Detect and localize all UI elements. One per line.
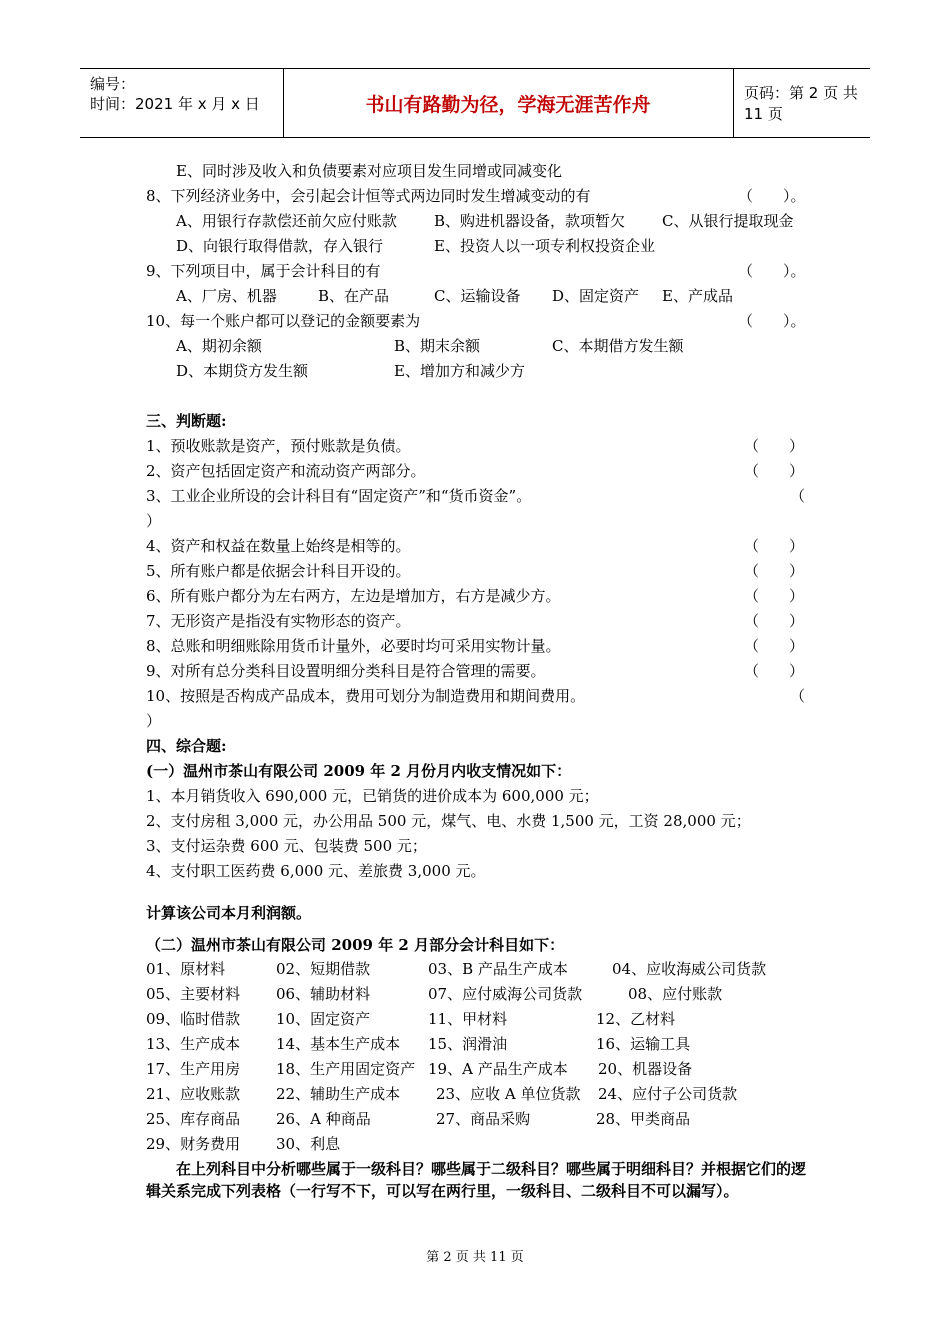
- judge-paren-10-close: ）: [146, 712, 162, 730]
- judge-paren-10-open: （: [790, 687, 806, 705]
- q10-option-c: C、本期借方发生额: [552, 337, 684, 355]
- account-item: 13、生产成本: [146, 1035, 241, 1053]
- q8-stem: 8、下列经济业务中，会引起会计恒等式两边同时发生增减变动的有: [146, 187, 591, 205]
- q9-stem: 9、下列项目中，属于会计科目的有: [146, 262, 381, 280]
- q9-option-b: B、在产品: [318, 287, 390, 305]
- q10-option-d: D、本期贷方发生额: [176, 362, 309, 380]
- account-item: 27、商品采购: [436, 1110, 531, 1128]
- header-motto: 书山有路勤为径，学海无涯苦作舟: [365, 93, 651, 116]
- judge-paren-9: （ ）: [744, 662, 805, 680]
- q10-stem: 10、每一个账户都可以登记的金额要素为: [146, 312, 421, 330]
- q9-option-e: E、产成品: [662, 287, 733, 305]
- account-item: 30、利息: [276, 1135, 341, 1153]
- q9-option-d: D、固定资产: [552, 287, 640, 305]
- judge-item-1: 1、预收账款是资产，预付账款是负债。: [146, 437, 411, 455]
- header-motto-cell: [283, 69, 734, 137]
- account-item: 02、短期借款: [276, 960, 371, 978]
- q10-option-e: E、增加方和减少方: [394, 362, 525, 380]
- page-footer: 第 2 页 共 11 页: [426, 1250, 524, 1265]
- account-item: 15、润滑油: [428, 1035, 508, 1053]
- comp-line-3: 3、支付运杂费 600 元、包装费 500 元；: [146, 837, 427, 855]
- account-item: 26、A 种商品: [276, 1110, 371, 1128]
- account-item: 03、B 产品生产成本: [428, 960, 568, 978]
- account-item: 23、应收 A 单位货款: [436, 1085, 581, 1103]
- account-item: 06、辅助材料: [276, 985, 371, 1003]
- judge-paren-8: （ ）: [744, 637, 805, 655]
- judge-paren-6: （ ）: [744, 587, 805, 605]
- account-item: 22、辅助生产成本: [276, 1085, 401, 1103]
- q10-option-b: B、期末余额: [394, 337, 481, 355]
- judge-item-5: 5、所有账户都是依据会计科目开设的。: [146, 562, 411, 580]
- account-item: 09、临时借款: [146, 1010, 241, 1028]
- account-item: 18、生产用固定资产: [276, 1060, 416, 1078]
- judge-paren-5: （ ）: [744, 562, 805, 580]
- account-item: 04、应收海威公司货款: [612, 960, 767, 978]
- comp-line-2: 2、支付房租 3,000 元，办公用品 500 元，煤气、电、水费 1,500 元，工资 28,000 元；: [146, 812, 751, 830]
- account-item: 19、A 产品生产成本: [428, 1060, 568, 1078]
- judge-item-8: 8、总账和明细账除用货币计量外，必要时均可采用实物计量。: [146, 637, 561, 655]
- header-page-cell: [734, 69, 870, 137]
- q9-option-a: A、厂房、机器: [176, 287, 277, 305]
- judge-item-6: 6、所有账户都分为左右两方，左边是增加方，右方是减少方。: [146, 587, 561, 605]
- account-item: 11、甲材料: [428, 1010, 508, 1028]
- judge-paren-7: （ ）: [744, 612, 805, 630]
- account-item: 20、机器设备: [598, 1060, 693, 1078]
- judge-paren-1: （ ）: [744, 437, 805, 455]
- judge-section-title: 三、判断题:: [146, 412, 227, 430]
- account-item: 16、运输工具: [596, 1035, 691, 1053]
- account-item: 25、库存商品: [146, 1110, 241, 1128]
- q10-option-a: A、期初余额: [176, 337, 262, 355]
- header-page-code: 页码：第 2 页 共 11 页: [744, 84, 858, 123]
- judge-item-7: 7、无形资产是指没有实物形态的资产。: [146, 612, 411, 630]
- comp-final-instruction: 在上列科目中分析哪些属于一级科目？哪些属于二级科目？哪些属于明细科目？并根据它们的逻辑关系完成下列表格（一行写不下，可以写在两行里，一级科目、二级科目不可以漏写）。: [146, 1160, 807, 1200]
- comp-calc-instruction: 计算该公司本月利润额。: [146, 904, 312, 922]
- q10-answer-bracket: （ ）。: [738, 312, 806, 330]
- account-item: 14、基本生产成本: [276, 1035, 401, 1053]
- doc-time-label: 时间：2021 年 x 月 x 日: [90, 95, 260, 113]
- account-item: 10、固定资产: [276, 1010, 371, 1028]
- q8-option-b: B、购进机器设备，款项暂欠: [434, 212, 626, 230]
- account-item: 08、应付账款: [628, 985, 723, 1003]
- q8-option-d: D、向银行取得借款，存入银行: [176, 237, 384, 255]
- q7-option-e: E、同时涉及收入和负债要素对应项目发生同增或同减变化: [176, 162, 562, 180]
- account-item: 12、乙材料: [596, 1010, 676, 1028]
- page-header: [80, 68, 870, 138]
- q9-answer-bracket: （ ）。: [738, 262, 806, 280]
- q8-answer-bracket: （ ）。: [738, 187, 806, 205]
- doc-code-label: 编号：: [90, 75, 136, 93]
- account-item: 01、原材料: [146, 960, 226, 978]
- q9-option-c: C、运输设备: [434, 287, 521, 305]
- q8-option-e: E、投资人以一项专利权投资企业: [434, 237, 655, 255]
- account-item: 29、财务费用: [146, 1135, 241, 1153]
- account-item: 17、生产用房: [146, 1060, 241, 1078]
- account-item: 28、甲类商品: [596, 1110, 691, 1128]
- q8-option-c: C、从银行提取现金: [662, 212, 794, 230]
- comp-line-1: 1、本月销货收入 690,000 元，已销货的进价成本为 600,000 元；: [146, 787, 599, 805]
- judge-paren-3-close: ）: [146, 512, 162, 530]
- comp-section-title: 四、综合题:: [146, 737, 227, 755]
- judge-paren-2: （ ）: [744, 462, 805, 480]
- judge-paren-4: （ ）: [744, 537, 805, 555]
- comp-sub2-title: （二）温州市茶山有限公司 2009 年 2 月部分会计科目如下：: [146, 936, 565, 954]
- judge-item-3: 3、工业企业所设的会计科目有“固定资产”和“货币资金”。: [146, 487, 532, 505]
- account-item: 07、应付威海公司货款: [428, 985, 583, 1003]
- q8-option-a: A、用银行存款偿还前欠应付账款: [176, 212, 397, 230]
- comp-line-4: 4、支付职工医药费 6,000 元、差旅费 3,000 元。: [146, 862, 486, 880]
- judge-item-9: 9、对所有总分类科目设置明细分类科目是符合管理的需要。: [146, 662, 546, 680]
- judge-paren-3-open: （: [790, 487, 806, 505]
- judge-item-4: 4、资产和权益在数量上始终是相等的。: [146, 537, 411, 555]
- judge-item-2: 2、资产包括固定资产和流动资产两部分。: [146, 462, 426, 480]
- account-item: 05、主要材料: [146, 985, 241, 1003]
- header-info-cell: [80, 69, 284, 137]
- comp-sub1-title: (一）温州市茶山有限公司 2009 年 2 月份月内收支情况如下：: [146, 762, 572, 780]
- account-item: 24、应付子公司货款: [598, 1085, 738, 1103]
- judge-item-10: 10、按照是否构成产品成本，费用可划分为制造费用和期间费用。: [146, 687, 586, 705]
- account-item: 21、应收账款: [146, 1085, 241, 1103]
